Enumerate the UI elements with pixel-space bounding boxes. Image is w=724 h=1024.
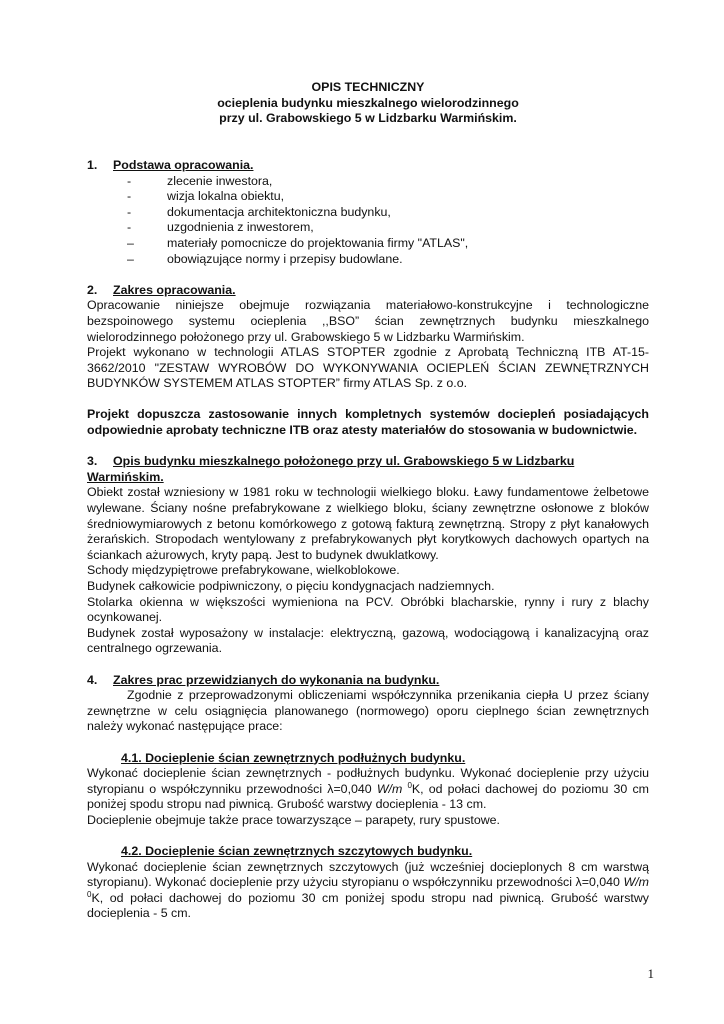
subsection-4-2-title: 4.2. Docieplenie ścian zewnętrznych szczytowych budynku. <box>121 844 473 859</box>
list-item: - zlecenie inwestora, <box>127 173 273 188</box>
paragraph: Opracowanie niniejsze obejmuje rozwiązania materiałowo-konstrukcyjne i technologiczne bezspoinowego systemu ocieplenia ,,BSO” ścian zewnętrznych budynku mieszkalnego wielorodzinnego położonego przy ul. Grabowskiego 5 w Lidzbarku Warmińskim. <box>87 298 649 344</box>
doc-subtitle-2: przy ul. Grabowskiego 5 w Lidzbarku Warmińskim. <box>219 111 517 126</box>
section-number: 1. <box>87 157 98 172</box>
paragraph: Projekt wykonano w technologii ATLAS STOPTER zgodnie z Aprobatą Techniczną ITB AT-15-3662/2010 "ZESTAW WYROBÓW DO WYKONYWANIA OCIEPLEŃ ŚCIAN ZEWNĘTRZNYCH BUDYNKÓW SYSTEMEM ATLAS STOPTER” firmy ATLAS Sp. z o.o. <box>87 345 649 391</box>
section-1-heading <box>87 158 649 174</box>
section-number: 4. <box>87 672 98 687</box>
section-title: Zakres opracowania. <box>113 282 236 297</box>
section-4-heading <box>87 673 649 689</box>
list-item: – materiały pomocnicze do projektowania firmy "ATLAS", <box>127 235 469 250</box>
paragraph-bold: Projekt dopuszcza zastosowanie innych kompletnych systemów dociepleń posiadających odpowiednie aprobaty techniczne ITB oraz atesty materiałów do stosowania w budownictwie. <box>87 407 649 438</box>
section-2-heading <box>87 283 649 299</box>
section-number: 2. <box>87 282 98 297</box>
section-title: Podstawa opracowania. <box>113 157 254 172</box>
list-item: - uzgodnienia z inwestorem, <box>127 220 314 235</box>
section-number: 3. <box>87 454 98 469</box>
section-title: Opis budynku mieszkalnego położonego przy ul. Grabowskiego 5 w Lidzbarku Warmińskim. <box>87 454 575 484</box>
list-item: - wizja lokalna obiektu, <box>127 189 285 204</box>
document-page <box>87 80 649 922</box>
doc-subtitle-1: ocieplenia budynku mieszkalnego wielorodzinnego <box>217 95 519 110</box>
paragraph: Stolarka okienna w większości wymieniona na PCV. Obróbki blacharskie, rynny i rury z blachy ocynkowanej. <box>87 594 649 625</box>
paragraph: Budynek całkowicie podpiwniczony, o pięciu kondygnacjach nadziemnych. <box>87 579 495 593</box>
paragraph: Zgodnie z przeprowadzonymi obliczeniami współczynnika przenikania ciepła U przez ściany zewnętrzne w celu osiągnięcia planowanego (normowego) oporu cieplnego ścian zewnętrznych należy wykonać następujące prace: <box>87 688 649 734</box>
section-title: Zakres prac przewidzianych do wykonania na budynku. <box>113 672 440 687</box>
section-3-heading <box>87 454 649 485</box>
subsection-4-1-title: 4.1. Docieplenie ścian zewnętrznych podłużnych budynku. <box>121 750 466 765</box>
paragraph: Wykonać docieplenie ścian zewnętrznych szczytowych (już wcześniej docieplonych 8 cm warstwą styropianu). Wykonać docieplenie przy użyciu styropianu o współczynniku przewodności λ=0,040 W/m $^0$K, od połaci dachowej do poziomu 30 cm poniżej spodu stropu nad piwnicą. Grubość warstwy docieplenia - 5 cm. <box>87 859 649 921</box>
doc-title: OPIS TECHNICZNY <box>311 80 425 94</box>
paragraph: Budynek został wyposażony w instalacje: elektryczną, gazową, wodociągową i kanalizacyjną oraz centralnego ogrzewania. <box>87 625 649 656</box>
list-item: - dokumentacja architektoniczna budynku, <box>127 204 391 219</box>
paragraph: Wykonać docieplenie ścian zewnętrznych - podłużnych budynku. Wykonać docieplenie przy użyciu styropianu o współczynniku przewodności λ=0,040 W/m $^0$K, od połaci dachowej do poziomu 30 cm poniżej spodu stropu nad piwnicą. Grubość warstwy docieplenia - 13 cm. <box>87 766 649 812</box>
paragraph: Schody międzypiętrowe prefabrykowane, wielkoblokowe. <box>87 563 400 578</box>
section-1-list <box>87 174 649 268</box>
list-item: – obowiązujące normy i przepisy budowlane. <box>127 251 403 266</box>
paragraph: Obiekt został wzniesiony w 1981 roku w technologii wielkiego bloku. Ławy fundamentowe żelbetowe wylewane. Ściany nośne prefabrykowane z wielkiego bloku, ściany zewnętrzne osłonowe z bloków średniowymiarowych z betonu komórkowego z gotową fakturą zewnętrzną. Stropy z płyt kanałowych żerańskich. Stropodach wentylowany z prefabrykowanych płyt korytkowych dachowych opartych na ściankach ażurowych, kryty papą. Jest to budynek dwuklatkowy. <box>87 485 649 562</box>
paragraph: Docieplenie obejmuje także prace towarzyszące – parapety, rury spustowe. <box>87 812 500 827</box>
page-number: 1 <box>647 966 654 981</box>
